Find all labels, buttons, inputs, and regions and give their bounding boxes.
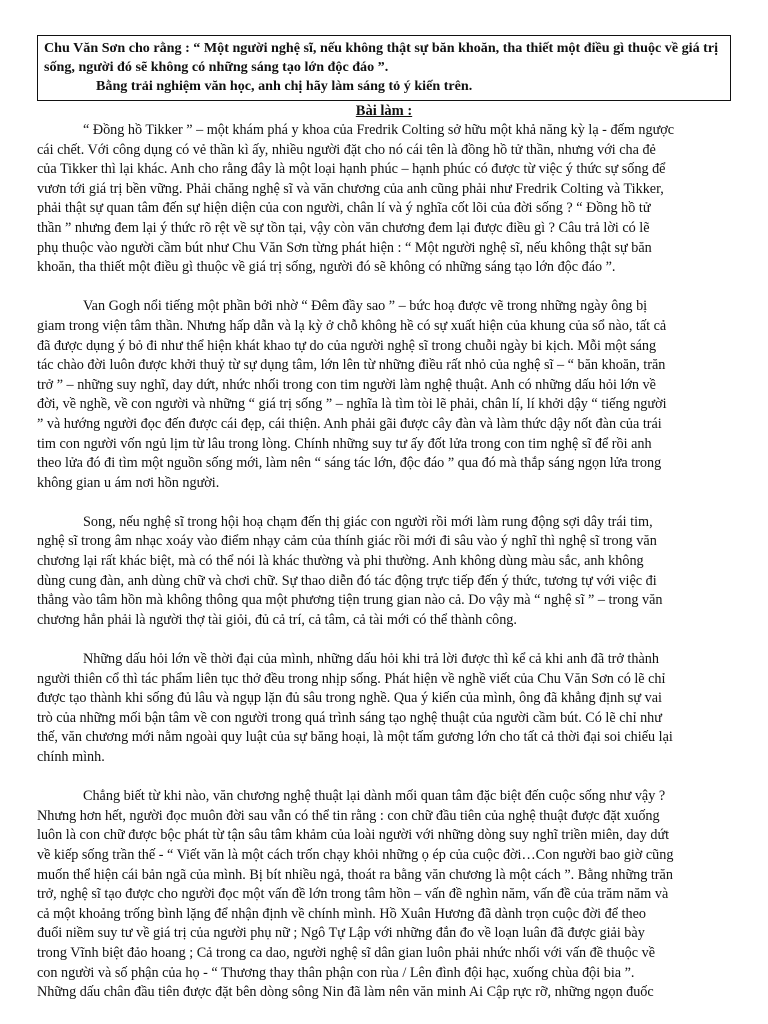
prompt-task: Bằng trải nghiệm văn học, anh chị hãy làm sáng tỏ ý kiến trên. bbox=[96, 78, 473, 94]
paragraph-line: chương lại rất khác biệt, mà có thể nói là khác thường và phi thường. Anh không dùng màu sắc, anh không bbox=[37, 553, 644, 570]
essay-heading bbox=[0, 101, 768, 121]
paragraph-line: cái chết. Với công dụng có vẻ thần kì ấy, nhiều người đặt cho nó cái tên là đồng hồ tử thần, nhưng với cha đẻ bbox=[37, 141, 656, 158]
paragraph-line: chính mình. bbox=[37, 749, 105, 765]
paragraph-line: đuổi niềm suy tư về giá trị của người phụ nữ ; Ngô Tự Lập với những đắn đo về loạn luân đã được giải bày bbox=[37, 925, 645, 942]
paragraph-line: được tạo thành khi sống đủ lâu và ngụp lặn đủ sâu trong nghề. Qua ý kiến của mình, ông đã khẳng định sự vai bbox=[37, 690, 662, 707]
essay-paragraph bbox=[37, 787, 745, 1003]
paragraph-line: không gian u ám nơi hồn người. bbox=[37, 474, 220, 491]
paragraph-line: Nhưng hơn hết, người đọc muôn đời sau vẫn có thể tin rằng : con chữ đầu tiên của nghệ thuật được đặt xuống bbox=[37, 807, 660, 824]
paragraph-line: trở ” – những suy nghĩ, day dứt, nhức nhối trong con tim người làm nghệ thuật. Anh có những dấu hỏi lớn về bbox=[37, 376, 656, 393]
paragraph-line: phụ thuộc vào người cầm bút như Chu Văn Sơn từng phát hiện : “ Một người nghệ sĩ, nếu không thật sự băn bbox=[37, 239, 652, 256]
paragraph-line: đời, về nghề, về con người và những “ giá trị sống ” – nghĩa là tìm tòi lẽ phải, chân lí, lí khởi dậy “ tiếng người bbox=[37, 396, 667, 413]
paragraph-line: của Tikker thì lại khác. Anh cho rằng đây là một loại hạnh phúc – hạnh phúc có được từ việc ý thức sự sống để bbox=[37, 161, 666, 178]
paragraph-line: Song, nếu nghệ sĩ trong hội hoạ chạm đến thị giác con người rồi mới làm rung động sợi dây trái tim, bbox=[83, 513, 653, 530]
paragraph-line: luôn là con chữ được bộc phát từ tận sâu tâm khảm của loài người với những dòng suy nghĩ triền miên, day dứt bbox=[37, 827, 670, 844]
paragraph-line: nghệ sĩ trong âm nhạc xoáy vào điểm nhạy cảm của thính giác rồi mới đi sâu vào ý nghĩ thì nghệ sĩ trong văn bbox=[37, 533, 657, 550]
paragraph-line: Những dấu hỏi lớn về thời đại của mình, những dấu hỏi khi trả lời được thì kể cả khi anh đã trở thành bbox=[83, 651, 659, 668]
paragraph-line: thế, văn chương mới nằm ngoài quy luật của sự băng hoại, là một tấm gương lớn cho tất cả thời đại soi chiếu lại bbox=[37, 729, 673, 746]
paragraph-line: trò của những mối bận tâm về con người trong quá trình sáng tạo nghệ thuật của người cầm bút. Có lẽ chỉ như bbox=[37, 709, 662, 726]
essay-paragraph bbox=[37, 513, 745, 631]
paragraph-line: khoăn, tha thiết một điều gì thuộc về giá trị sống, người đó sẽ không có những sáng tạo lớn độc đáo ”. bbox=[37, 259, 616, 276]
essay-paragraph bbox=[37, 650, 745, 768]
essay-paragraph bbox=[37, 121, 745, 278]
prompt-quote: Chu Văn Sơn cho rằng : “ Một người nghệ sĩ, nếu không thật sự băn khoăn, tha thiết một điều gì thuộc về giá trị sống, người đó sẽ không có những sáng tạo lớn độc đáo ”. bbox=[44, 40, 719, 75]
essay-heading-text: Bài làm : bbox=[355, 103, 413, 119]
paragraph-line: trở, nghệ sĩ tạo được cho người đọc một vấn đề lớn trong tâm hồn – vấn đề nghìn năm, vấn đề của trăm năm và bbox=[37, 886, 669, 903]
paragraph-line: vươn tới giá trị bền vững. Phải chăng nghệ sĩ và văn chương của anh cũng phải như Fredrik Colting và Tikker, bbox=[37, 180, 664, 197]
paragraph-line: thần ” nhưng đem lại ý thức rõ rệt về sự tồn tại, vậy còn văn chương đem lại được điều gì ? Câu trả lời có lẽ bbox=[37, 219, 650, 236]
paragraph-line: về kiếp sống trần thế - “ Viết văn là một cách trốn chạy khỏi những ọ ép của cuộc đời…Con người bao giờ cũng bbox=[37, 846, 674, 863]
paragraph-line: phải thật sự quan tâm đến sự hiện diện của con người, chân lí và ý nghĩa cốt lõi của đời sống ? “ Đồng hồ tử bbox=[37, 200, 651, 217]
paragraph-line: tim con người vốn ngủ lịm từ lâu trong lòng. Chính những suy tư ấy đốt lửa trong con tim nghệ sĩ để rồi anh bbox=[37, 435, 652, 452]
paragraph-line: người thiên cổ thì tác phẩm liên tục thở đều trong nhịp sống. Phát hiện về nghề viết của Chu Văn Sơn có lẽ chỉ bbox=[37, 670, 666, 687]
paragraph-line: trong Vĩnh biệt đảo hoang ; Cả trong ca dao, người nghệ sĩ dân gian luôn phải nhức nhối với vấn đề thuộc về bbox=[37, 944, 655, 961]
paragraph-line: “ Đồng hồ Tikker ” – một khám phá y khoa của Fredrik Colting sở hữu một khả năng kỳ lạ - đếm ngược bbox=[83, 122, 675, 138]
paragraph-line: Chẳng biết từ khi nào, văn chương nghệ thuật lại dành mối quan tâm đặc biệt đến cuộc sống như vậy ? bbox=[83, 788, 666, 805]
paragraph-line: ” và hướng người đọc đến được cái đẹp, cái thiện. Anh phải gãi được cây đàn và làm thức dậy nốt đàn của trái bbox=[37, 415, 662, 432]
paragraph-line: con người và số phận của họ - “ Thương thay thân phận con rùa / Lên đình đội hạc, xuống chùa đội bia ”. bbox=[37, 964, 635, 981]
paragraph-line: chương hẳn phải là người thợ tài giỏi, đủ cả trí, cả tâm, cả tài mới có thể thành công. bbox=[37, 611, 517, 628]
paragraph-line: thẳng vào tâm hồn mà không thông qua một phương tiện trung gian nào cả. Do vậy mà “ nghệ sĩ ” – trong văn bbox=[37, 592, 663, 609]
paragraph-line: theo lửa đó đi tìm một nguồn sống mới, làm nên “ sáng tác lớn, độc đáo ” qua đó mà thắp sáng ngọn lửa trong bbox=[37, 455, 662, 472]
paragraph-line: cả một khoảng trống bình lặng để nhận định về chính mình. Hồ Xuân Hương đã dành trọn cuộc đời để theo bbox=[37, 905, 646, 922]
paragraph-line: muốn thể hiện cái bản ngã của mình. Bị bít nhiều ngả, thoát ra bằng văn chương là một cách ”. Bằng những trăn bbox=[37, 866, 673, 883]
essay-paragraph bbox=[37, 297, 745, 493]
essay-body bbox=[37, 121, 745, 1003]
paragraph-line: dùng cung đàn, anh dùng chữ và chơi chữ. Sự thao diễn đó tác động trực tiếp đến ý thức, tương tự với việc đi bbox=[37, 572, 657, 589]
essay-prompt-box bbox=[37, 35, 731, 101]
paragraph-line: Những dấu chân đầu tiên được đặt bên dòng sông Nin đã làm nên văn minh Ai Cập rực rỡ, những ngọn đuốc bbox=[37, 984, 654, 1001]
paragraph-line: Van Gogh nổi tiếng một phần bởi nhờ “ Đêm đầy sao ” – bức hoạ được vẽ trong những ngày ông bị bbox=[83, 298, 648, 315]
paragraph-line: tác chào đời luôn được khởi thuỷ từ sự dụng tâm, lớn lên từ những điều rất nhỏ của nghệ sĩ – “ băn khoăn, trăn bbox=[37, 357, 666, 374]
paragraph-line: đã được dụng ý bỏ đi như thể hiện khát khao tự do của người nghệ sĩ trong chuỗi ngày bi kịch. Mỗi một sáng bbox=[37, 337, 657, 354]
paragraph-line: giam trong viện tâm thần. Nhưng hấp dẫn và lạ kỳ ở chỗ không hề có sự xuất hiện của khung của sổ nào, tất cả bbox=[37, 317, 667, 334]
